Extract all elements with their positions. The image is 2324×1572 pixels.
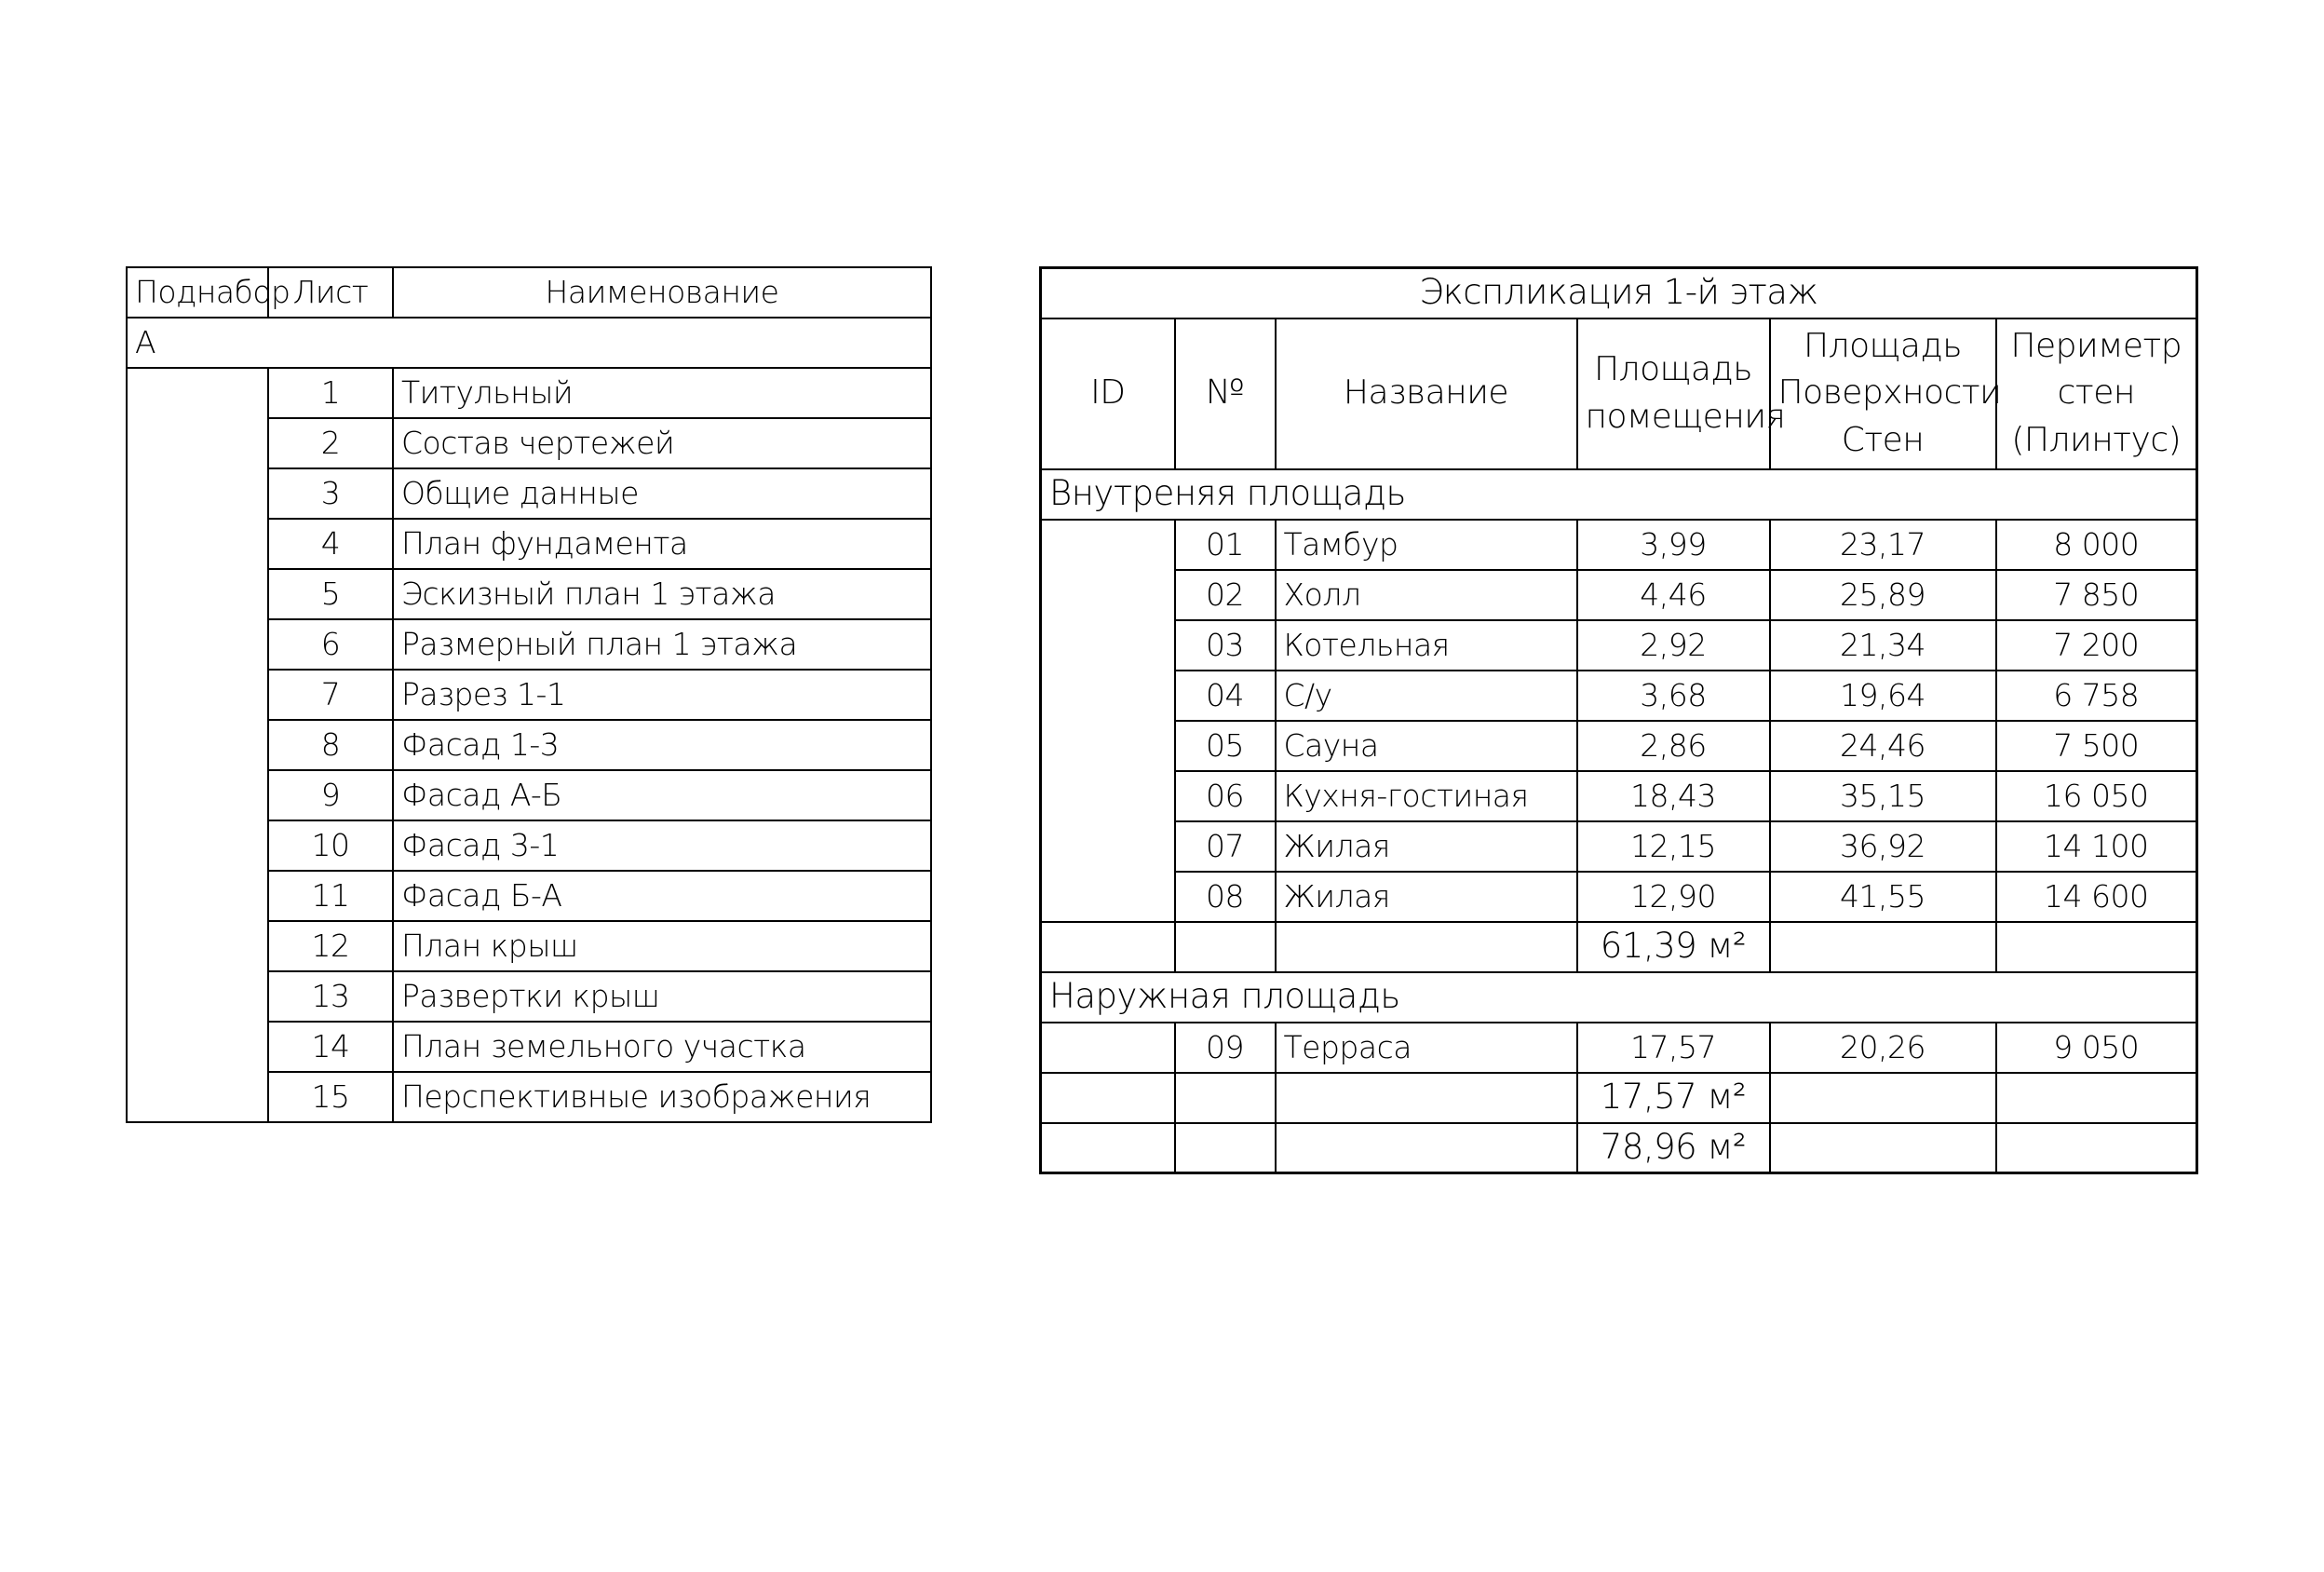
header-name: Наименование	[393, 267, 931, 318]
sheet-name: Перспективные изображения	[393, 1072, 931, 1122]
sheet-number: 7	[268, 670, 393, 720]
sheet-number: 12	[268, 921, 393, 971]
room-number: 09	[1175, 1023, 1276, 1073]
table-row	[1041, 620, 2197, 671]
empty-cell	[1175, 1123, 1276, 1173]
room-name: Тамбур	[1276, 520, 1577, 570]
empty-cell	[1276, 922, 1577, 972]
room-area: 12,15	[1577, 821, 1770, 872]
room-name: Кухня-гостиная	[1276, 771, 1577, 821]
room-name: Сауна	[1276, 721, 1577, 771]
total-row-inner	[1041, 922, 2197, 972]
sheet-name: Разрез 1-1	[393, 670, 931, 720]
sheet-name: Состав чертежей	[393, 418, 931, 468]
empty-cell	[1276, 1073, 1577, 1123]
room-number: 01	[1175, 520, 1276, 570]
room-perimeter: 6 758	[1996, 671, 2197, 721]
header-id: ID	[1041, 318, 1175, 469]
sheet-number: 14	[268, 1022, 393, 1072]
id-cell	[1041, 520, 1175, 922]
room-wall-area: 20,26	[1770, 1023, 1996, 1073]
empty-cell	[1996, 922, 2197, 972]
sheet-name: Фасад 3-1	[393, 820, 931, 871]
room-perimeter: 7 850	[1996, 570, 2197, 620]
room-number: 08	[1175, 872, 1276, 922]
sheet-name: План фундамента	[393, 519, 931, 569]
room-name: С/у	[1276, 671, 1577, 721]
empty-cell	[1041, 922, 1175, 972]
table-row	[1041, 520, 2197, 570]
room-wall-area: 19,64	[1770, 671, 1996, 721]
section-row-inner	[1041, 469, 2197, 520]
table-row	[1041, 1023, 2197, 1073]
sheet-name: Фасад А-Б	[393, 770, 931, 820]
room-wall-area: 36,92	[1770, 821, 1996, 872]
id-cell	[1041, 1023, 1175, 1073]
sheet-number: 1	[268, 368, 393, 418]
explication-header-row	[1041, 318, 2197, 469]
header-subset: Поднабор	[127, 267, 268, 318]
section-label-inner: Внутреняя площадь	[1041, 469, 2197, 520]
room-name: Котельная	[1276, 620, 1577, 671]
empty-cell	[1276, 1123, 1577, 1173]
sheet-name: Развертки крыш	[393, 971, 931, 1022]
explication-title-row	[1041, 268, 2197, 318]
group-label: А	[127, 318, 931, 368]
room-name: Терраса	[1276, 1023, 1577, 1073]
sheets-table	[126, 266, 932, 1123]
room-wall-area: 35,15	[1770, 771, 1996, 821]
table-row	[1041, 570, 2197, 620]
room-perimeter: 9 050	[1996, 1023, 2197, 1073]
empty-cell	[1996, 1073, 2197, 1123]
room-name: Холл	[1276, 570, 1577, 620]
table-row	[1041, 872, 2197, 922]
header-perimeter: Периметр стен (Плинтус)	[1996, 318, 2197, 469]
empty-cell	[1770, 1123, 1996, 1173]
room-perimeter: 8 000	[1996, 520, 2197, 570]
room-wall-area: 25,89	[1770, 570, 1996, 620]
sheet-number: 4	[268, 519, 393, 569]
sheet-number: 5	[268, 569, 393, 619]
sheet-number: 2	[268, 418, 393, 468]
room-wall-area: 41,55	[1770, 872, 1996, 922]
sheet-name: Фасад 1-3	[393, 720, 931, 770]
table-row	[127, 368, 931, 418]
sheet-number: 15	[268, 1072, 393, 1122]
grand-area-total: 78,96 м²	[1577, 1123, 1770, 1173]
empty-cell	[1175, 1073, 1276, 1123]
sheet-number: 10	[268, 820, 393, 871]
total-row-outer	[1041, 1073, 2197, 1123]
empty-cell	[1996, 1123, 2197, 1173]
room-wall-area: 21,34	[1770, 620, 1996, 671]
room-area: 2,86	[1577, 721, 1770, 771]
sheet-number: 11	[268, 871, 393, 921]
header-number: №	[1175, 318, 1276, 469]
inner-area-total: 61,39 м²	[1577, 922, 1770, 972]
room-area: 12,90	[1577, 872, 1770, 922]
room-area: 4,46	[1577, 570, 1770, 620]
room-number: 04	[1175, 671, 1276, 721]
sheet-number: 9	[268, 770, 393, 820]
table-row	[1041, 671, 2197, 721]
room-number: 05	[1175, 721, 1276, 771]
room-perimeter: 14 600	[1996, 872, 2197, 922]
empty-cell	[1175, 922, 1276, 972]
room-area: 18,43	[1577, 771, 1770, 821]
subset-cell	[127, 368, 268, 1122]
sheet-name: Эскизный план 1 этажа	[393, 569, 931, 619]
sheet-number: 8	[268, 720, 393, 770]
sheet-name: Фасад Б-А	[393, 871, 931, 921]
table-row	[1041, 821, 2197, 872]
sheet-name: Размерный план 1 этажа	[393, 619, 931, 670]
sheet-number: 13	[268, 971, 393, 1022]
header-room-name: Название	[1276, 318, 1577, 469]
room-name: Жилая	[1276, 821, 1577, 872]
header-sheet: Лист	[268, 267, 393, 318]
outer-area-total: 17,57 м²	[1577, 1073, 1770, 1123]
table-row	[1041, 721, 2197, 771]
grand-total-row	[1041, 1123, 2197, 1173]
header-wall-area: Площадь Поверхности Стен	[1770, 318, 1996, 469]
explication-table	[1039, 266, 2198, 1174]
room-wall-area: 23,17	[1770, 520, 1996, 570]
sheet-name: План земельного участка	[393, 1022, 931, 1072]
room-perimeter: 16 050	[1996, 771, 2197, 821]
room-number: 03	[1175, 620, 1276, 671]
header-area: Площадь помещения	[1577, 318, 1770, 469]
room-number: 02	[1175, 570, 1276, 620]
explication-title: Экспликация 1-й этаж	[1041, 268, 2197, 318]
section-row-outer	[1041, 972, 2197, 1023]
room-name: Жилая	[1276, 872, 1577, 922]
room-area: 2,92	[1577, 620, 1770, 671]
room-wall-area: 24,46	[1770, 721, 1996, 771]
room-area: 3,68	[1577, 671, 1770, 721]
room-perimeter: 14 100	[1996, 821, 2197, 872]
room-area: 3,99	[1577, 520, 1770, 570]
table-row	[1041, 771, 2197, 821]
sheet-name: План крыш	[393, 921, 931, 971]
room-area: 17,57	[1577, 1023, 1770, 1073]
room-perimeter: 7 500	[1996, 721, 2197, 771]
empty-cell	[1770, 922, 1996, 972]
room-perimeter: 7 200	[1996, 620, 2197, 671]
empty-cell	[1041, 1073, 1175, 1123]
sheet-number: 3	[268, 468, 393, 519]
sheet-name: Общие данные	[393, 468, 931, 519]
empty-cell	[1770, 1073, 1996, 1123]
sheet-number: 6	[268, 619, 393, 670]
room-number: 06	[1175, 771, 1276, 821]
section-label-outer: Наружная площадь	[1041, 972, 2197, 1023]
sheet-name: Титульный	[393, 368, 931, 418]
empty-cell	[1041, 1123, 1175, 1173]
room-number: 07	[1175, 821, 1276, 872]
sheets-group-row	[127, 318, 931, 368]
sheets-header-row	[127, 267, 931, 318]
